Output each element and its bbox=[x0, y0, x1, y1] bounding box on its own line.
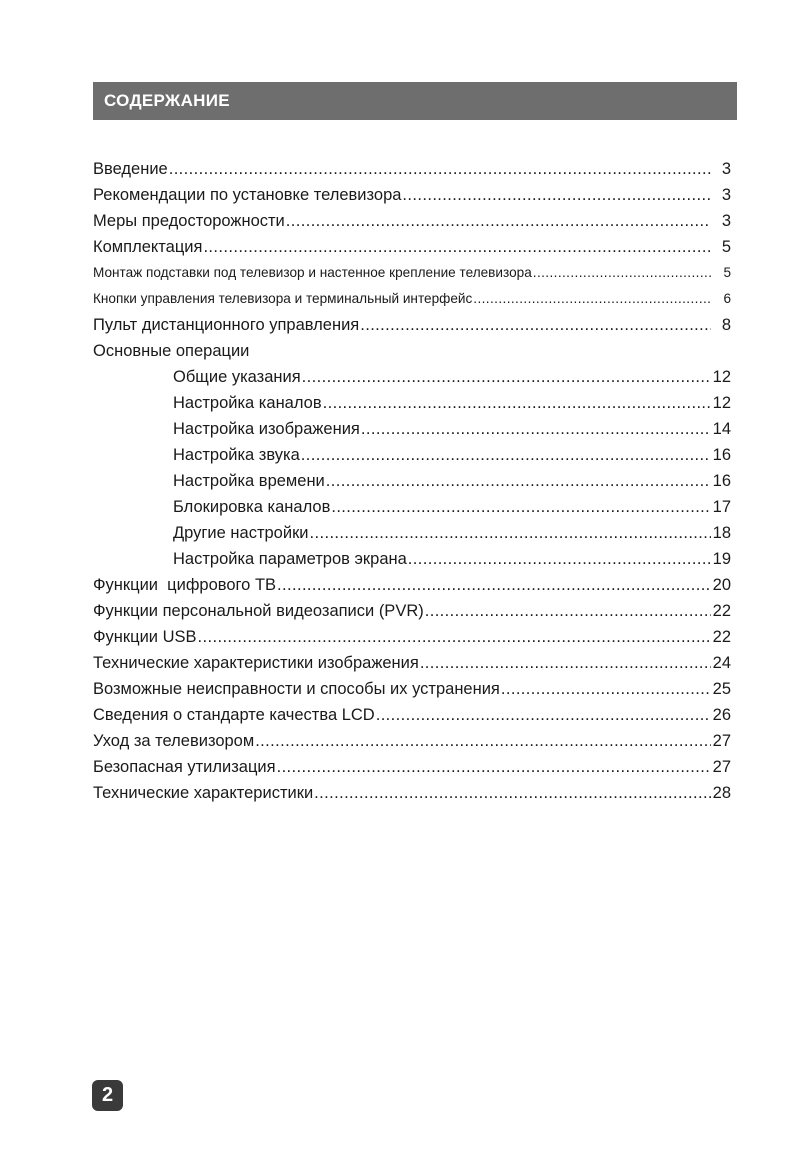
toc-dot-leader bbox=[360, 312, 711, 338]
toc-entry-title: Другие настройки bbox=[173, 524, 309, 542]
toc-page-number: 6 bbox=[723, 291, 731, 306]
toc-entry-picture-setup bbox=[93, 416, 731, 442]
toc-page-number: 27 bbox=[712, 732, 731, 750]
toc-page-number: 3 bbox=[721, 212, 731, 230]
toc-entry-sound-setup bbox=[93, 442, 731, 468]
toc-dot-leader bbox=[323, 390, 711, 416]
toc-entry-title: Функции персональной видеозаписи (PVR) bbox=[93, 602, 424, 620]
toc-entry-title: Возможные неисправности и способы их устранения bbox=[93, 680, 500, 698]
toc-dot-leader bbox=[255, 728, 710, 754]
toc-dot-leader bbox=[425, 598, 711, 624]
toc-entry-safe-disposal bbox=[93, 754, 731, 780]
toc-dot-leader bbox=[326, 468, 711, 494]
toc-entry-title: Пульт дистанционного управления bbox=[93, 316, 360, 334]
toc-page-number: 16 bbox=[712, 446, 731, 464]
toc-entry-remote-control bbox=[93, 312, 731, 338]
toc-entry-title: Настройка параметров экрана bbox=[173, 550, 407, 568]
toc-entry-picture-specs bbox=[93, 650, 731, 676]
toc-entry-general-instructions bbox=[93, 364, 731, 390]
toc-dot-leader bbox=[277, 572, 711, 598]
toc-dot-leader bbox=[361, 416, 711, 442]
toc-entry-title: Уход за телевизором bbox=[93, 732, 255, 750]
section-header-bar bbox=[93, 82, 737, 120]
toc-page-number: 17 bbox=[712, 498, 731, 516]
toc-entry-usb-functions bbox=[93, 624, 731, 650]
toc-entry-title: Функции цифрового ТВ bbox=[93, 576, 277, 594]
toc-entry-title: Комплектация bbox=[93, 238, 203, 256]
toc-page-number: 12 bbox=[712, 368, 731, 386]
toc-page-number: 3 bbox=[721, 160, 731, 178]
toc-entry-troubleshooting bbox=[93, 676, 731, 702]
toc-page-number: 5 bbox=[721, 238, 731, 256]
toc-dot-leader bbox=[420, 650, 711, 676]
toc-entry-package-contents bbox=[93, 234, 731, 260]
toc-page-number: 24 bbox=[712, 654, 731, 672]
toc-entry-title: Сведения о стандарте качества LCD bbox=[93, 706, 375, 724]
toc-page-number: 14 bbox=[712, 420, 731, 438]
toc-entry-introduction bbox=[93, 156, 731, 182]
toc-entry-title: Меры предосторожности bbox=[93, 212, 285, 230]
toc-page-number: 25 bbox=[712, 680, 731, 698]
toc-entry-pvr-functions bbox=[93, 598, 731, 624]
toc-entry-tv-care bbox=[93, 728, 731, 754]
page-number-badge bbox=[92, 1080, 123, 1111]
toc-page-number: 20 bbox=[712, 576, 731, 594]
toc-dot-leader bbox=[301, 442, 711, 468]
toc-page-number: 5 bbox=[723, 265, 731, 280]
toc-dot-leader bbox=[277, 754, 711, 780]
page-title: СОДЕРЖАНИЕ bbox=[104, 91, 230, 110]
page-number: 2 bbox=[101, 1084, 114, 1106]
toc-page-number: 18 bbox=[712, 524, 731, 542]
toc-page-number: 26 bbox=[712, 706, 731, 724]
toc-page-number: 22 bbox=[712, 602, 731, 620]
toc-page-number: 8 bbox=[721, 316, 731, 334]
toc-dot-leader bbox=[501, 676, 711, 702]
toc-dot-leader bbox=[402, 182, 711, 208]
toc-entry-title: Технические характеристики bbox=[93, 784, 314, 802]
toc-page-number: 28 bbox=[712, 784, 731, 802]
toc-entry-title: Функции USB bbox=[93, 628, 197, 646]
toc-entry-title: Рекомендации по установке телевизора bbox=[93, 186, 402, 204]
toc-page-number: 12 bbox=[712, 394, 731, 412]
toc-page-number: 3 bbox=[721, 186, 731, 204]
toc-entry-title: Настройка изображения bbox=[173, 420, 360, 438]
toc-entry-title: Безопасная утилизация bbox=[93, 758, 276, 776]
table-of-contents bbox=[93, 156, 731, 806]
toc-entry-technical-specs bbox=[93, 780, 731, 806]
toc-entry-lcd-quality-standard bbox=[93, 702, 731, 728]
toc-entry-control-buttons bbox=[93, 286, 731, 312]
toc-entry-basic-operations bbox=[93, 338, 731, 364]
toc-entry-title: Технические характеристики изображения bbox=[93, 654, 419, 672]
toc-entry-stand-mounting bbox=[93, 260, 731, 286]
toc-page-number: 16 bbox=[712, 472, 731, 490]
toc-dot-leader bbox=[331, 494, 710, 520]
toc-entry-installation-recommendations bbox=[93, 182, 731, 208]
toc-page-number: 27 bbox=[712, 758, 731, 776]
toc-entry-title: Блокировка каналов bbox=[173, 498, 331, 516]
toc-dot-leader bbox=[198, 624, 711, 650]
toc-dot-leader bbox=[533, 260, 711, 286]
toc-dot-leader bbox=[376, 702, 711, 728]
toc-dot-leader bbox=[286, 208, 711, 234]
toc-section-title: Основные операции bbox=[93, 342, 250, 360]
toc-entry-channel-lock bbox=[93, 494, 731, 520]
toc-entry-title: Настройка времени bbox=[173, 472, 325, 490]
toc-dot-leader bbox=[169, 156, 711, 182]
toc-entry-time-setup bbox=[93, 468, 731, 494]
toc-dot-leader bbox=[473, 286, 711, 312]
toc-dot-leader bbox=[310, 520, 711, 546]
toc-dot-leader bbox=[302, 364, 711, 390]
toc-dot-leader bbox=[408, 546, 711, 572]
toc-entry-safety-precautions bbox=[93, 208, 731, 234]
toc-dot-leader bbox=[203, 234, 711, 260]
toc-entry-other-settings bbox=[93, 520, 731, 546]
toc-entry-channel-setup bbox=[93, 390, 731, 416]
toc-dot-leader bbox=[314, 780, 710, 806]
toc-entry-title: Кнопки управления телевизора и терминальный интерфейс bbox=[93, 291, 473, 306]
toc-entry-title: Монтаж подставки под телевизор и настенное крепление телевизора bbox=[93, 265, 532, 280]
toc-entry-title: Введение bbox=[93, 160, 168, 178]
toc-entry-title: Общие указания bbox=[173, 368, 301, 386]
toc-entry-digital-tv bbox=[93, 572, 731, 598]
toc-page-number: 22 bbox=[712, 628, 731, 646]
toc-entry-screen-parameters bbox=[93, 546, 731, 572]
toc-entry-title: Настройка каналов bbox=[173, 394, 322, 412]
toc-page-number: 19 bbox=[712, 550, 731, 568]
toc-entry-title: Настройка звука bbox=[173, 446, 300, 464]
